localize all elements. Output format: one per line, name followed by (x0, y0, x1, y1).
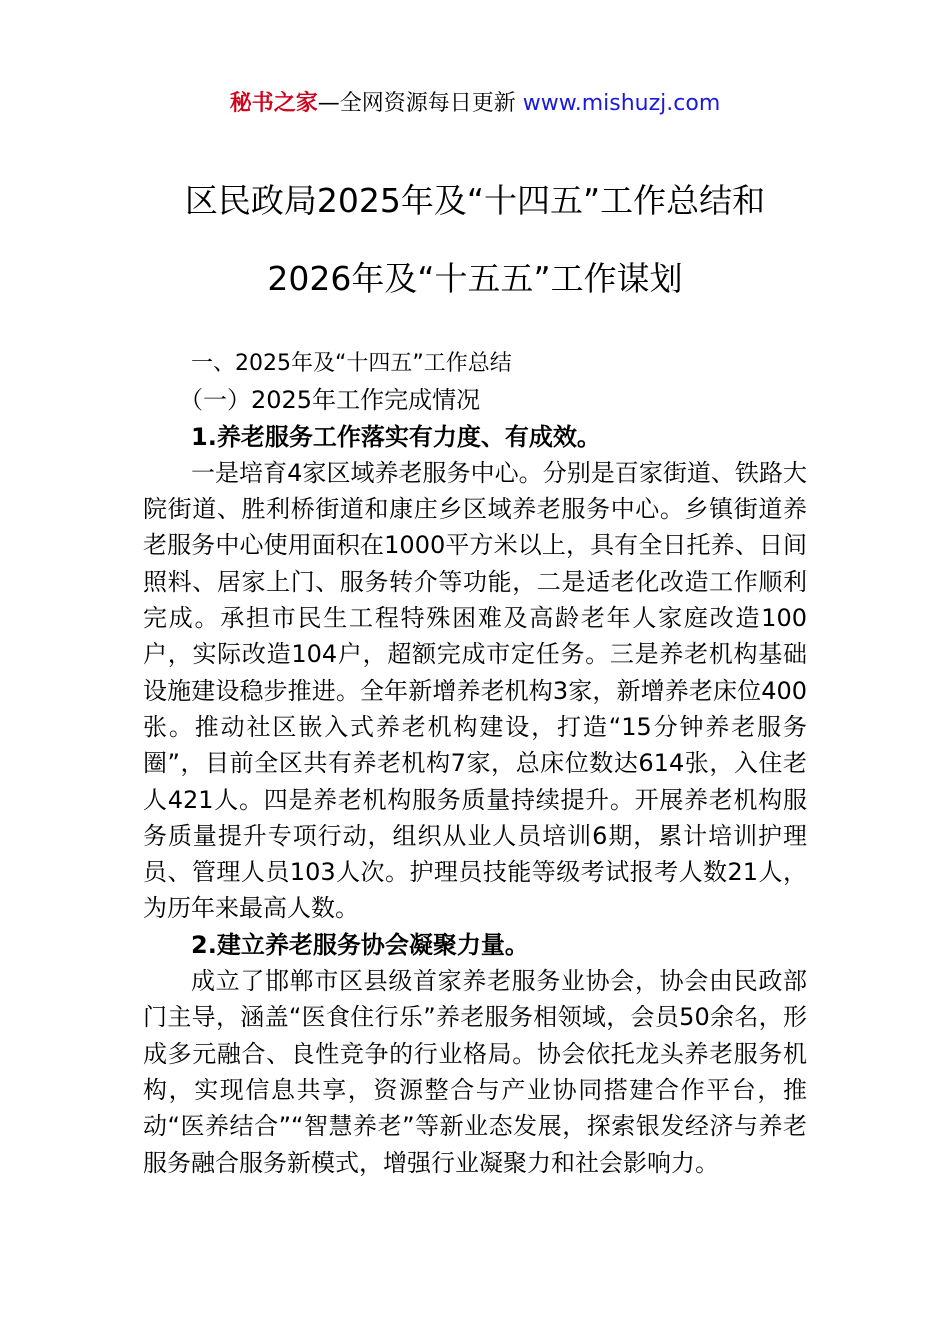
item1-heading: 1.养老服务工作落实有力度、有成效。 (191, 422, 601, 451)
brand-name: 秘书之家 (229, 91, 318, 116)
section-heading: 一、2025年及“十四五”工作总结 (191, 351, 512, 376)
subsection-heading: （一）2025年工作完成情况 (179, 386, 481, 415)
item1-paragraph: 一是培育4家区域养老服务中心。分别是百家街道、铁路大院街道、胜利桥街道和康庄乡区域养老服务中心。乡镇街道养老服务中心使用面积在1000平方米以上，具有全日托养、日间照料、居家上门、服务转介等功能，二是适老化改造工作顺利完成。承担市民生工程特殊困难及高龄老年人家庭改造100户，实际改造104户，超额完成市定任务。三是养老机构基础设施建设稳步推进。全年新增养老机构3家，新增养老床位400张。推动社区嵌入式养老机构建设，打造“15分钟养老服务圈”，目前全区共有养老机构7家，总床位数达614张，入住老人421人。四是养老机构服务质量持续提升。开展养老机构服务质量提升专项行动，组织从业人员培训6期，累计培训护理员、管理人员103人次。护理员技能等级考试报考人数21人，为历年来最高人数。 (143, 458, 807, 923)
item2-heading: 2.建立养老服务协会凝聚力量。 (191, 930, 529, 959)
tagline: —全网资源每日更新 (317, 91, 516, 116)
site-url[interactable]: www.mishuzj.com (522, 91, 721, 116)
title-line-2: 2026年及“十五五”工作谋划 (267, 259, 683, 298)
title-line-1: 区民政局2025年及“十四五”工作总结和 (184, 181, 766, 220)
item2-paragraph: 成立了邯郸市区县级首家养老服务业协会，协会由民政部门主导，涵盖“医食住行乐”养老服务相领域，会员50余名，形成多元融合、良性竞争的行业格局。协会依托龙头养老服务机构，实现信息共享，资源整合与产业协同搭建合作平台，推动“医养结合”“智慧养老”等新业态发展，探索银发经济与养老服务融合服务新模式，增强行业凝聚力和社会影响力。 (143, 967, 807, 1177)
document-body (143, 346, 807, 1181)
site-header (0, 88, 950, 120)
document-title (60, 162, 890, 318)
